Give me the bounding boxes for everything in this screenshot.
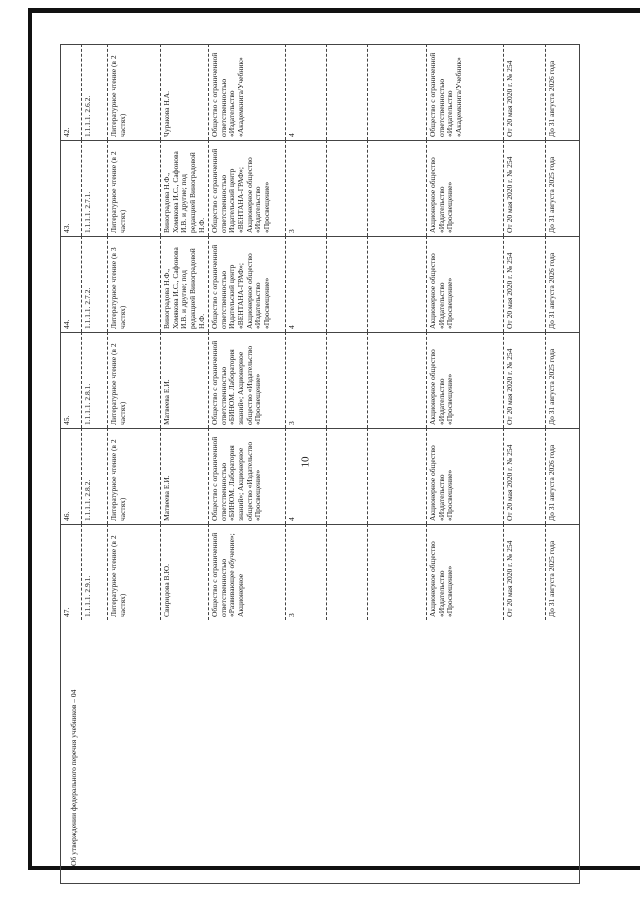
cell-blank1 (326, 428, 367, 524)
cell-title (107, 524, 160, 620)
cell-owner (426, 524, 503, 620)
cell-authors (160, 236, 207, 332)
cell-until (545, 44, 580, 140)
cell-text: Акционерное общество «Издательство «Просвещение» (428, 157, 455, 233)
cell-text (327, 140, 368, 236)
cell-text: От 20 мая 2020 г. № 254 (505, 540, 515, 617)
cell-authors (160, 44, 207, 140)
cell-text: Свиридова В.Ю. (162, 564, 172, 617)
cell-text: 1.1.1.1. 2.8.1. (83, 383, 93, 425)
cell-text: От 20 мая 2020 г. № 254 (505, 156, 515, 233)
table-row (60, 140, 580, 236)
cell-title (107, 332, 160, 428)
cell-from (503, 428, 544, 524)
cell-text (327, 524, 368, 620)
cell-text (327, 428, 368, 524)
cell-blank2 (367, 140, 426, 236)
cell-text: 3 (286, 421, 296, 425)
cell-text: 1.1.1.1. 2.8.2. (83, 479, 93, 521)
cell-text (368, 44, 427, 140)
cell-text: 1.1.1.1. 2.6.2. (83, 95, 93, 137)
cell-title (107, 428, 160, 524)
cell-blank2 (367, 44, 426, 140)
cell-owner (426, 44, 503, 140)
cell-publisher (208, 44, 285, 140)
cell-text: 1.1.1.1. 2.9.1. (83, 575, 93, 617)
cell-code (81, 236, 107, 332)
cell-text: Литературное чтение (в 2 частях) (109, 343, 127, 425)
cell-grade (285, 140, 326, 236)
cell-until (545, 428, 580, 524)
cell-publisher (208, 428, 285, 524)
scan-border-left (28, 8, 32, 870)
cell-text: Общество с ограниченной ответственностью Издательский центр «ВЕНТАНА-ГРАФ»; Акционерное общество «Издательство «Просвещение» (209, 244, 271, 329)
cell-text: Общество с ограниченной ответственностью «БИНОМ. Лаборатория знаний»; Акционерное общество «Издательство «Просвещение» (209, 436, 262, 521)
cell-text (368, 332, 427, 428)
cell-until (545, 332, 580, 428)
cell-publisher (208, 140, 285, 236)
table-row (60, 236, 580, 332)
cell-text: До 31 августа 2026 года (546, 60, 556, 137)
cell-code (81, 44, 107, 140)
cell-text: Матвеева Е.И. (162, 379, 172, 425)
cell-from (503, 332, 544, 428)
textbook-table (60, 44, 580, 884)
cell-until (545, 524, 580, 620)
cell-blank1 (326, 524, 367, 620)
cell-grade (285, 332, 326, 428)
cell-blank2 (367, 524, 426, 620)
cell-text: Общество с ограниченной ответственностью «Издательство «Академкнига/Учебник» (428, 52, 464, 137)
cell-text: Общество с ограниченной ответственностью «Развивающее обучение»; Акционерное (209, 532, 245, 617)
cell-text: Акционерное общество «Издательство «Просвещение» (428, 541, 455, 617)
cell-owner (426, 140, 503, 236)
cell-text: 4 (286, 133, 296, 137)
cell-text: 42. (62, 127, 71, 137)
cell-num (60, 236, 81, 332)
scan-border-top (28, 8, 640, 13)
cell-title (107, 140, 160, 236)
cell-text: 44. (62, 319, 71, 329)
cell-blank2 (367, 236, 426, 332)
cell-text: Литературное чтение (в 2 частях) (109, 535, 127, 617)
cell-text: 1.1.1.1. 2.7.1. (83, 191, 93, 233)
cell-text: Литературное чтение (в 2 частях) (109, 55, 127, 137)
cell-text (327, 332, 368, 428)
cell-text: От 20 мая 2020 г. № 254 (505, 252, 515, 329)
cell-publisher (208, 524, 285, 620)
table-row (60, 44, 580, 140)
cell-blank1 (326, 236, 367, 332)
cell-code (81, 524, 107, 620)
cell-code (81, 332, 107, 428)
cell-text: 46. (62, 511, 71, 521)
cell-text (368, 524, 427, 620)
page-number: 10 (299, 456, 312, 468)
cell-text: Общество с ограниченной ответственностью Издательский центр «ВЕНТАНА-ГРАФ»; Акционерное общество «Издательство «Просвещение» (209, 148, 271, 233)
cell-text: 3 (286, 229, 296, 233)
cell-text: 45. (62, 415, 71, 425)
cell-text (327, 236, 368, 332)
cell-text: От 20 мая 2020 г. № 254 (505, 60, 515, 137)
cell-text: До 31 августа 2026 года (546, 444, 556, 521)
cell-owner (426, 428, 503, 524)
cell-blank2 (367, 332, 426, 428)
cell-text (368, 140, 427, 236)
cell-num (60, 44, 81, 140)
cell-until (545, 236, 580, 332)
cell-text: До 31 августа 2025 года (546, 156, 556, 233)
cell-owner (426, 236, 503, 332)
cell-grade (285, 524, 326, 620)
cell-text: Чуракова Н.А. (162, 91, 172, 137)
cell-authors (160, 140, 207, 236)
cell-from (503, 44, 544, 140)
cell-text (327, 44, 368, 140)
cell-from (503, 236, 544, 332)
cell-text: Общество с ограниченной ответственностью «Издательство «Академкнига/Учебник» (209, 52, 245, 137)
cell-grade (285, 44, 326, 140)
cell-text: Литературное чтение (в 2 частях) (109, 151, 127, 233)
cell-text: 3 (286, 613, 296, 617)
cell-text: До 31 августа 2025 года (546, 540, 556, 617)
cell-text: До 31 августа 2025 года (546, 348, 556, 425)
cell-blank1 (326, 140, 367, 236)
cell-text: Акционерное общество «Издательство «Просвещение» (428, 445, 455, 521)
page-footer: Об утверждении федерального перечня учебников – 04 (69, 689, 78, 866)
cell-authors (160, 332, 207, 428)
cell-authors (160, 428, 207, 524)
cell-blank2 (367, 428, 426, 524)
cell-title (107, 236, 160, 332)
cell-publisher (208, 332, 285, 428)
cell-text: 1.1.1.1. 2.7.2. (83, 287, 93, 329)
cell-blank1 (326, 332, 367, 428)
cell-text: 4 (286, 517, 296, 521)
cell-title (107, 44, 160, 140)
cell-grade (285, 428, 326, 524)
cell-text: Виноградова Н.Ф., Хомякова И.С., Сафонова И.В. и другие; под редакцией Виноградовой Н.Ф. (162, 151, 206, 233)
cell-text: Матвеева Е.И. (162, 475, 172, 521)
cell-text: Литературное чтение (в 2 частях) (109, 439, 127, 521)
cell-text: 4 (286, 325, 296, 329)
cell-blank1 (326, 44, 367, 140)
table-row (60, 428, 580, 524)
table-row (60, 332, 580, 428)
cell-owner (426, 332, 503, 428)
cell-num (60, 140, 81, 236)
cell-code (81, 140, 107, 236)
cell-from (503, 140, 544, 236)
cell-text: Общество с ограниченной ответственностью «БИНОМ. Лаборатория знаний»; Акционерное общество «Издательство «Просвещение» (209, 340, 262, 425)
cell-text (368, 428, 427, 524)
cell-authors (160, 524, 207, 620)
cell-text: Литературное чтение (в 3 частях) (109, 247, 127, 329)
cell-text: Акционерное общество «Издательство «Просвещение» (428, 253, 455, 329)
cell-text: До 31 августа 2026 года (546, 252, 556, 329)
cell-text: Виноградова Н.Ф., Хомякова И.С., Сафонова И.В. и другие; под редакцией Виноградовой Н.Ф. (162, 247, 206, 329)
cell-text: 43. (62, 223, 71, 233)
cell-code (81, 428, 107, 524)
cell-text: 47. (62, 607, 71, 617)
cell-text: От 20 мая 2020 г. № 254 (505, 348, 515, 425)
cell-text (368, 236, 427, 332)
cell-text: Акционерное общество «Издательство «Просвещение» (428, 349, 455, 425)
cell-grade (285, 236, 326, 332)
cell-text: От 20 мая 2020 г. № 254 (505, 444, 515, 521)
cell-until (545, 140, 580, 236)
table-row (60, 524, 580, 620)
cell-from (503, 524, 544, 620)
cell-publisher (208, 236, 285, 332)
